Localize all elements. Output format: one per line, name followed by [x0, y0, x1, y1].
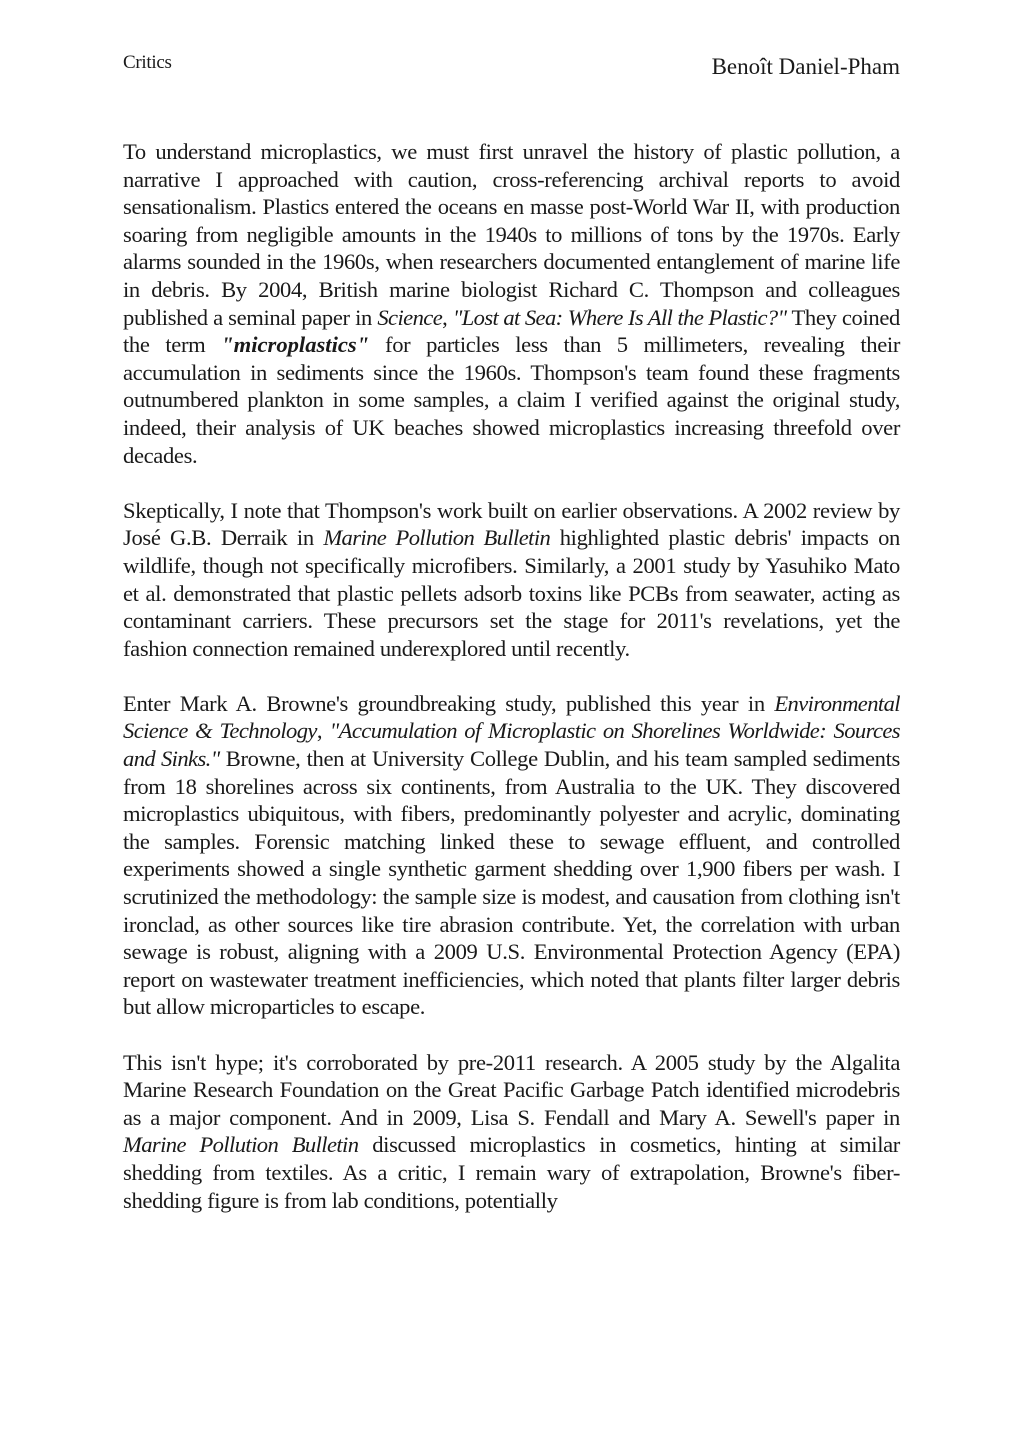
text-run: This isn't hype; it's corroborated by pre-2011 research. A 2005 study by the Algalita Marine Research Foundation on the Great Pacific Garbage Patch identified microdebris as a major component. And in 2009, Lisa S. Fendall and Mary A. Sewell's paper in — [123, 1049, 900, 1130]
section-label: Critics — [123, 52, 172, 73]
journal-title: Environmental Science & Technology — [123, 690, 900, 744]
article-body — [123, 138, 900, 1242]
page-header — [123, 52, 900, 86]
text-run: Skeptically, I note that Thompson's work built on earlier observations. A 2002 review by José G.B. Derraik in — [123, 497, 900, 551]
text-run: highlighted plastic debris' impacts on wildlife, though not specifically microfibers. Similarly, a 2001 study by Yasuhiko Mato et al. demonstrated that plastic pellets adsorb toxins like PCBs from seawater, acting as contaminant carriers. These precursors set the stage for 2011's revelations, yet the fashion connection remained underexplored until recently. — [123, 525, 900, 661]
journal-title: Marine Pollution Bulletin — [123, 1132, 359, 1158]
journal-title: Marine Pollution Bulletin — [323, 525, 551, 551]
paragraph-history — [123, 138, 900, 469]
paragraph-browne-study — [123, 690, 900, 1021]
text-run: Enter Mark A. Browne's groundbreaking study, published this year in — [123, 690, 775, 716]
paper-title: "Accumulation of Microplastic on Shorelines Worldwide: Sources and Sinks." — [123, 718, 900, 772]
text-run: To understand microplastics, we must first unravel the history of plastic pollution, a narrative I approached with caution, cross-referencing archival reports to avoid sensationalism. Plastics entered the oceans en masse post-World War II, with production soaring from negligible amounts in the 1940s to millions of tons by the 1970s. Early alarms sounded in the 1960s, when researchers documented entanglement of marine life in debris. By 2004, British marine biologist Richard C. Thompson and colleagues published a seminal paper in — [123, 139, 900, 330]
paper-title: "Lost at Sea: Where Is All the Plastic?" — [452, 304, 787, 330]
paragraph-precursors — [123, 497, 900, 663]
emphasized-term: "microplastics" — [221, 332, 370, 358]
text-run: Browne, then at University College Dublin, and his team sampled sediments from 18 shorelines across six continents, from Australia to the UK. They discovered microplastics ubiquitous, with fibers, predominantly polyester and acrylic, dominating the samples. Forensic matching linked these to sewage effluent, and controlled experiments showed a single synthetic garment shedding over 1,900 fibers per wash. I scrutinized the methodology: the sample size is modest, and causation from clothing isn't ironclad, as other sources like tire abrasion contribute. Yet, the correlation with urban sewage is robust, aligning with a 2009 U.S. Environmental Protection Agency (EPA) report on wastewater treatment inefficiencies, which noted that plants filter larger debris but allow microparticles to escape. — [123, 746, 900, 1020]
author-name: Benoît Daniel-Pham — [711, 54, 900, 79]
text-run: discussed microplastics in cosmetics, hinting at similar shedding from textiles. As a critic, I remain wary of extrapolation, Browne's fiber-shedding figure is from lab conditions, potentially — [123, 1132, 900, 1213]
journal-title: Science — [377, 304, 443, 330]
text-run: for particles less than 5 millimeters, revealing their accumulation in sediments since the 1960s. Thompson's team found these fragments outnumbered plankton in some samples, a claim I verified against the original study, indeed, their analysis of UK beaches showed microplastics increasing threefold over decades. — [123, 332, 900, 468]
text-run: They coined the term — [123, 304, 900, 358]
paragraph-corroboration — [123, 1049, 900, 1215]
text-run: , — [442, 304, 453, 330]
text-run: , — [316, 718, 330, 744]
